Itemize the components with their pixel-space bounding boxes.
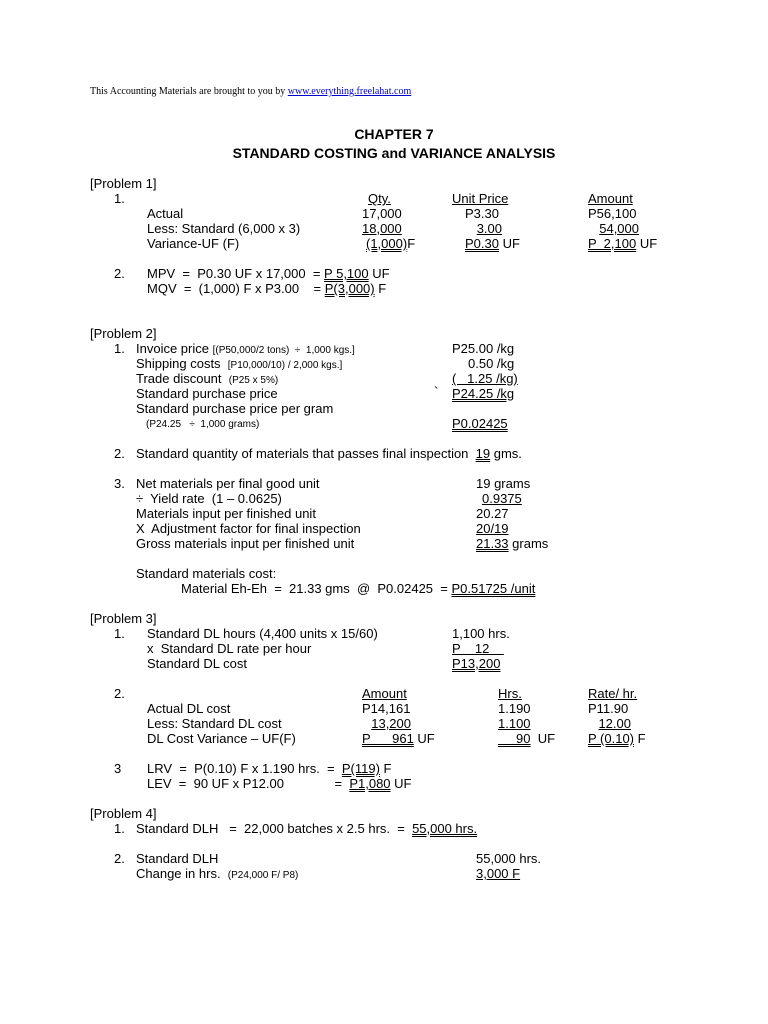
- problem-4-label: [Problem 4]: [90, 806, 157, 821]
- source-link[interactable]: www.everything.freelahat.com: [287, 86, 412, 97]
- p1-row-standard-qty: 18,000: [362, 221, 402, 236]
- p4-item-2-number: 2.: [114, 851, 125, 866]
- problem-2-label: [Problem 2]: [90, 326, 157, 341]
- p2-shipping-label: Shipping costs [P10,000/10) / 2,000 kgs.]: [136, 356, 343, 371]
- p4-change-hrs-value: 3,000 F: [476, 866, 521, 881]
- p3-row-variance-amount: P 961 UF: [362, 731, 435, 746]
- p1-row-actual-qty: 17,000: [362, 206, 402, 221]
- p3-header-amount: Amount: [362, 686, 407, 701]
- p2-gross-materials-label: Gross materials input per finished unit: [136, 536, 355, 551]
- p3-row-standard-amount: 13,200: [371, 716, 411, 731]
- p4-item-1-number: 1.: [114, 821, 125, 836]
- p2-net-materials-label: Net materials per final good unit: [136, 476, 320, 491]
- p1-header-qty: Qty.: [368, 191, 391, 206]
- p1-header-amount: Amount: [588, 191, 633, 206]
- p2-material-eh-eh-line: Material Eh-Eh = 21.33 gms @ P0.02425 = P0.51725 /unit: [181, 581, 536, 596]
- p2-invoice-price-value: P25.00 /kg: [452, 341, 515, 356]
- p1-item-1-number: 1.: [114, 191, 125, 206]
- p1-row-standard-price: 3.00: [476, 221, 502, 236]
- p2-trade-discount-label: Trade discount (P25 x 5%): [136, 371, 279, 386]
- p3-row-actual-label: Actual DL cost: [147, 701, 231, 716]
- p3-std-dl-hours-label: Standard DL hours (4,400 units x 15/60): [147, 626, 378, 641]
- p2-per-gram-note: (P24.25 ÷ 1,000 grams): [146, 419, 260, 430]
- p1-row-standard-label: Less: Standard (6,000 x 3): [147, 221, 301, 236]
- p1-mqv-line: MQV = (1,000) F x P3.00 = P(3,000) F: [147, 281, 387, 296]
- p2-item-2-number: 2.: [114, 446, 125, 461]
- p1-row-variance-qty: (1,000)F: [366, 236, 416, 251]
- p1-row-standard-amount: 54,000: [599, 221, 639, 236]
- p2-materials-input-value: 20.27: [476, 506, 509, 521]
- chapter-title: CHAPTER 7: [354, 126, 434, 142]
- problem-1-label: [Problem 1]: [90, 176, 157, 191]
- p1-row-variance-label: Variance-UF (F): [147, 236, 240, 251]
- p2-adjustment-factor-value: 20/19: [476, 521, 509, 536]
- p3-std-dl-hours-value: 1,100 hrs.: [452, 626, 510, 641]
- p3-row-actual-amount: P14,161: [362, 701, 411, 716]
- p3-header-hrs: Hrs.: [498, 686, 522, 701]
- p1-mpv-line: MPV = P0.30 UF x 17,000 = P 5,100 UF: [147, 266, 390, 281]
- p3-item-3-number: 3: [114, 761, 122, 776]
- p2-std-purchase-price-value: P24.25 /kg: [452, 386, 515, 401]
- p3-item-2-number: 2.: [114, 686, 125, 701]
- p2-per-gram-label: Standard purchase price per gram: [136, 401, 334, 416]
- p3-row-standard-rate: 12.00: [598, 716, 631, 731]
- p2-gross-materials-value: 21.33 grams: [476, 536, 549, 551]
- p2-materials-input-label: Materials input per finished unit: [136, 506, 316, 521]
- p2-trade-discount-value: ( 1.25 /kg): [452, 371, 518, 386]
- p3-row-variance-rate: P (0.10) F: [588, 731, 646, 746]
- p4-std-dlh-value: 55,000 hrs.: [476, 851, 542, 866]
- p4-change-hrs-label: Change in hrs. (P24,000 F/ P8): [136, 866, 299, 881]
- p3-lev-line: LEV = 90 UF x P12.00 = P1,080 UF: [147, 776, 412, 791]
- p4-std-dlh-label: Standard DLH: [136, 851, 219, 866]
- p4-std-dlh-line: Standard DLH = 22,000 batches x 2.5 hrs. = 55,000 hrs.: [136, 821, 478, 836]
- p1-item-2-number: 2.: [114, 266, 125, 281]
- p2-adjustment-factor-label: X Adjustment factor for final inspection: [136, 521, 361, 536]
- chapter-subtitle: STANDARD COSTING and VARIANCE ANALYSIS: [232, 145, 556, 161]
- p1-row-actual-price: P3.30: [465, 206, 499, 221]
- p2-net-materials-value: 19 grams: [476, 476, 531, 491]
- p3-row-variance-hrs: 90 UF: [498, 731, 556, 746]
- p2-std-purchase-price-label: Standard purchase price: [136, 386, 278, 401]
- p1-row-actual-amount: P56,100: [588, 206, 637, 221]
- p2-yield-rate-value: 0.9375: [482, 491, 522, 506]
- p2-invoice-price-label: Invoice price [(P50,000/2 tons) ÷ 1,000 kgs.]: [136, 341, 355, 356]
- p2-item-3-number: 3.: [114, 476, 125, 491]
- p3-header-rate: Rate/ hr.: [588, 686, 638, 701]
- p1-row-actual-label: Actual: [147, 206, 184, 221]
- p3-std-dl-cost-value: P13,200: [452, 656, 501, 671]
- source-line: [90, 84, 411, 99]
- p3-row-variance-label: DL Cost Variance – UF(F): [147, 731, 296, 746]
- source-prefix: This Accounting Materials are brought to you by: [90, 86, 288, 97]
- p3-std-dl-cost-label: Standard DL cost: [147, 656, 247, 671]
- p3-row-actual-hrs: 1.190: [498, 701, 531, 716]
- p3-row-standard-label: Less: Standard DL cost: [147, 716, 282, 731]
- p3-lrv-line: LRV = P(0.10) F x 1.190 hrs. = P(119) F: [147, 761, 392, 776]
- p3-row-actual-rate: P11.90: [588, 701, 629, 716]
- p1-row-variance-price: P0.30 UF: [465, 236, 520, 251]
- p3-item-1-number: 1.: [114, 626, 125, 641]
- p1-header-unit-price: Unit Price: [452, 191, 509, 206]
- p2-std-quantity-line: Standard quantity of materials that passes final inspection 19 gms.: [136, 446, 522, 461]
- p2-per-gram-value: P0.02425: [452, 416, 508, 431]
- p3-row-standard-hrs: 1.100: [498, 716, 531, 731]
- p2-shipping-value: 0.50 /kg: [468, 356, 515, 371]
- problem-3-label: [Problem 3]: [90, 611, 157, 626]
- p2-item-1-number: 1.: [114, 341, 125, 356]
- p3-std-dl-rate-label: x Standard DL rate per hour: [147, 641, 312, 656]
- p2-yield-rate-label: ÷ Yield rate (1 – 0.0625): [136, 491, 282, 506]
- p2-std-materials-cost-label: Standard materials cost:: [136, 566, 277, 581]
- p3-std-dl-rate-value: P 12: [452, 641, 504, 656]
- p2-tick-mark: `: [434, 384, 439, 399]
- p1-row-variance-amount: P 2,100 UF: [588, 236, 658, 251]
